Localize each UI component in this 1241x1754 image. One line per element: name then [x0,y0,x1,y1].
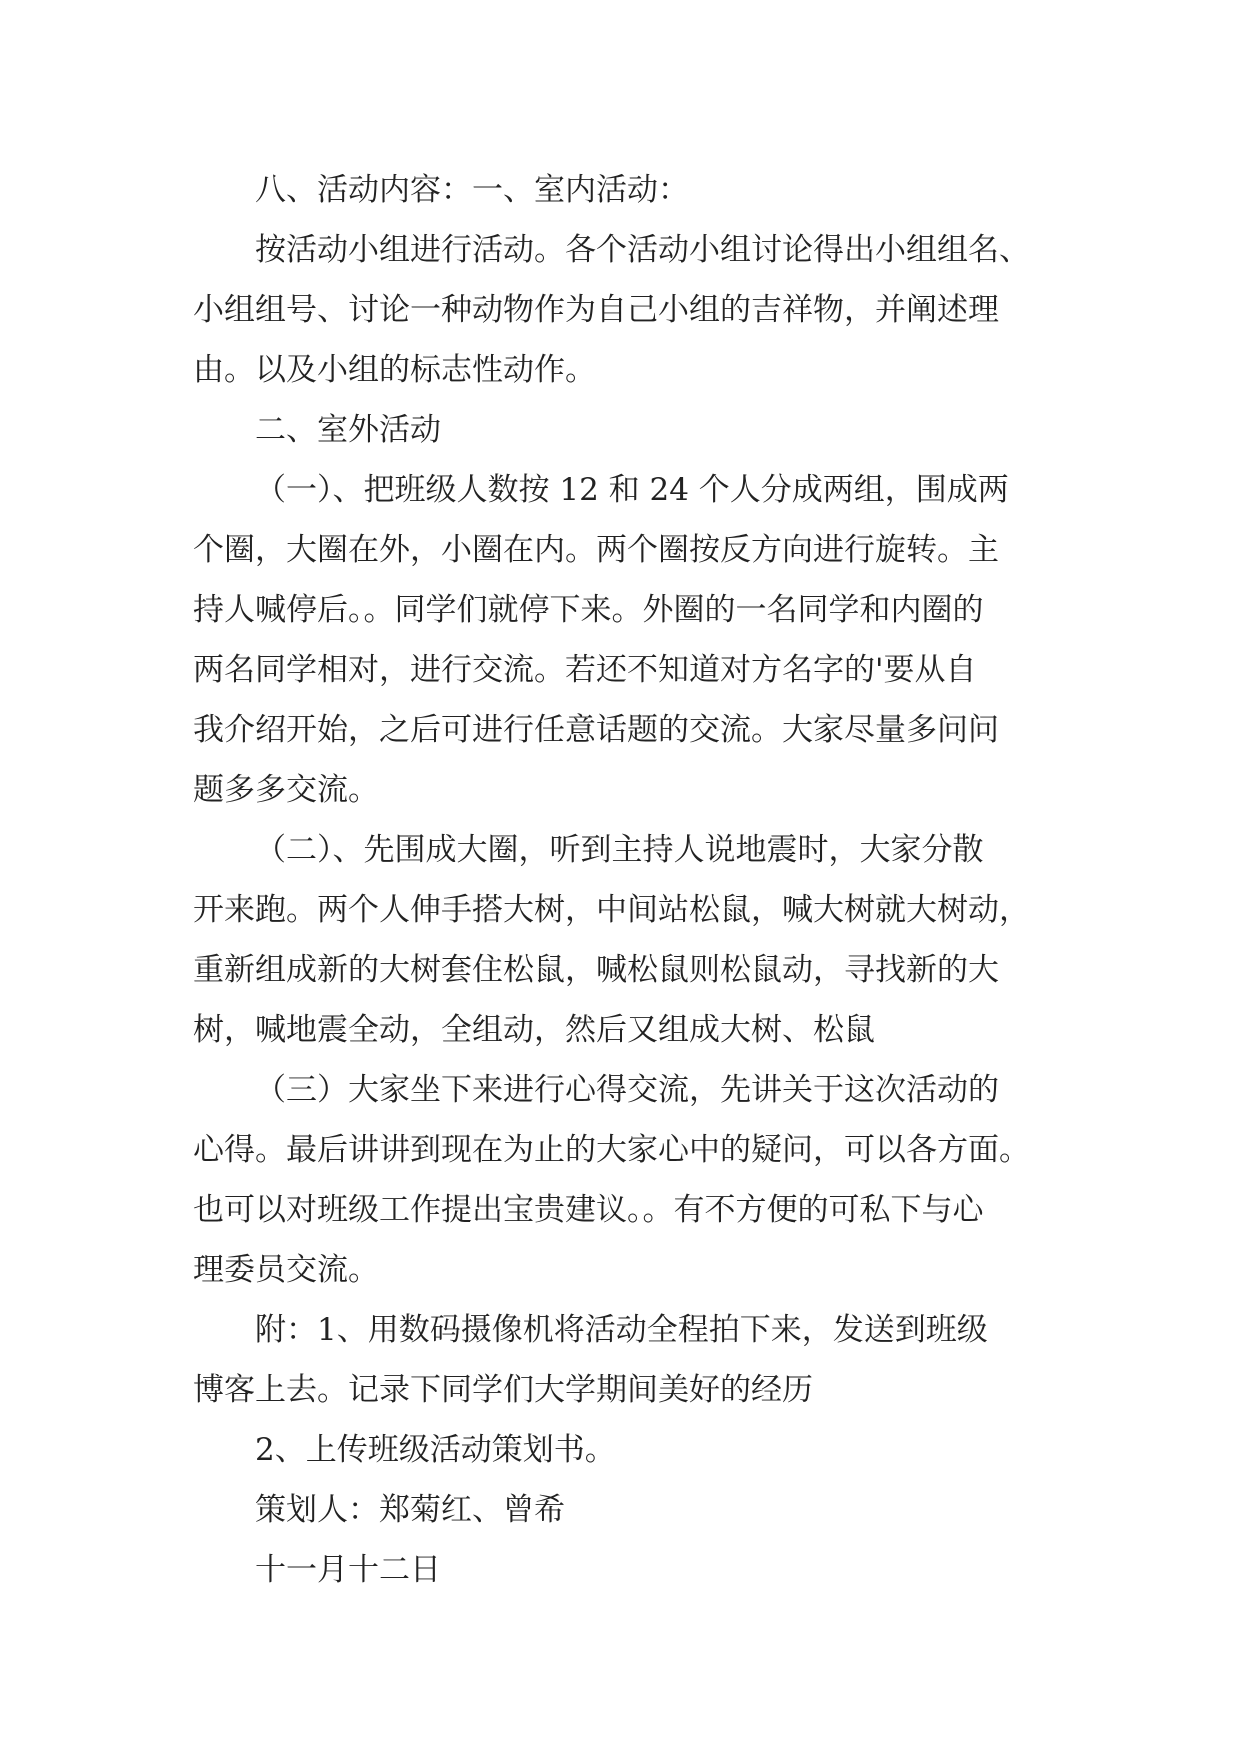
section-heading-activity-content: 八、活动内容：一、室内活动： [255,172,689,208]
appendix-line: 2、上传班级活动策划书。 [255,1432,616,1468]
appendix-line: 博客上去。记录下同学们大学期间美好的经历 [193,1372,813,1408]
paragraph-line: （二）、先围成大圈，听到主持人说地震时，大家分散 [255,832,984,868]
paragraph-line: （三）大家坐下来进行心得交流，先讲关于这次活动的 [255,1072,999,1108]
paragraph-line: 题多多交流。 [193,772,379,808]
date-line: 十一月十二日 [255,1552,441,1588]
paragraph-line: 按活动小组进行活动。各个活动小组讨论得出小组组名、 [255,232,1030,268]
appendix-line: 附：1、用数码摄像机将活动全程拍下来，发送到班级 [255,1312,988,1348]
paragraph-line: 我介绍开始，之后可进行任意话题的交流。大家尽量多问问 [193,712,999,748]
paragraph-line: 持人喊停后。。同学们就停下来。外圈的一名同学和内圈的 [193,592,984,628]
paragraph-line: 重新组成新的大树套住松鼠，喊松鼠则松鼠动，寻找新的大 [193,952,999,988]
paragraph-line: 开来跑。两个人伸手搭大树，中间站松鼠，喊大树就大树动， [193,892,1030,928]
paragraph-line: 由。以及小组的标志性动作。 [193,352,596,388]
paragraph-line: 也可以对班级工作提出宝贵建议。。有不方便的可私下与心 [193,1192,984,1228]
paragraph-line: 理委员交流。 [193,1252,379,1288]
document-body [193,160,1068,1600]
paragraph-line: 个圈，大圈在外，小圈在内。两个圈按反方向进行旋转。主 [193,532,999,568]
paragraph-line: 两名同学相对，进行交流。若还不知道对方名字的'要从自 [193,652,977,688]
paragraph-line: 小组组号、讨论一种动物作为自己小组的吉祥物，并阐述理 [193,292,999,328]
paragraph-line: （一）、把班级人数按 12 和 24 个人分成两组，围成两 [255,472,1009,508]
planner-line: 策划人：郑菊红、曾希 [255,1492,565,1528]
paragraph-line: 树，喊地震全动，全组动，然后又组成大树、松鼠 [193,1012,875,1048]
paragraph-line: 心得。最后讲讲到现在为止的大家心中的疑问，可以各方面。 [193,1132,1030,1168]
section-heading-outdoor: 二、室外活动 [255,412,441,448]
